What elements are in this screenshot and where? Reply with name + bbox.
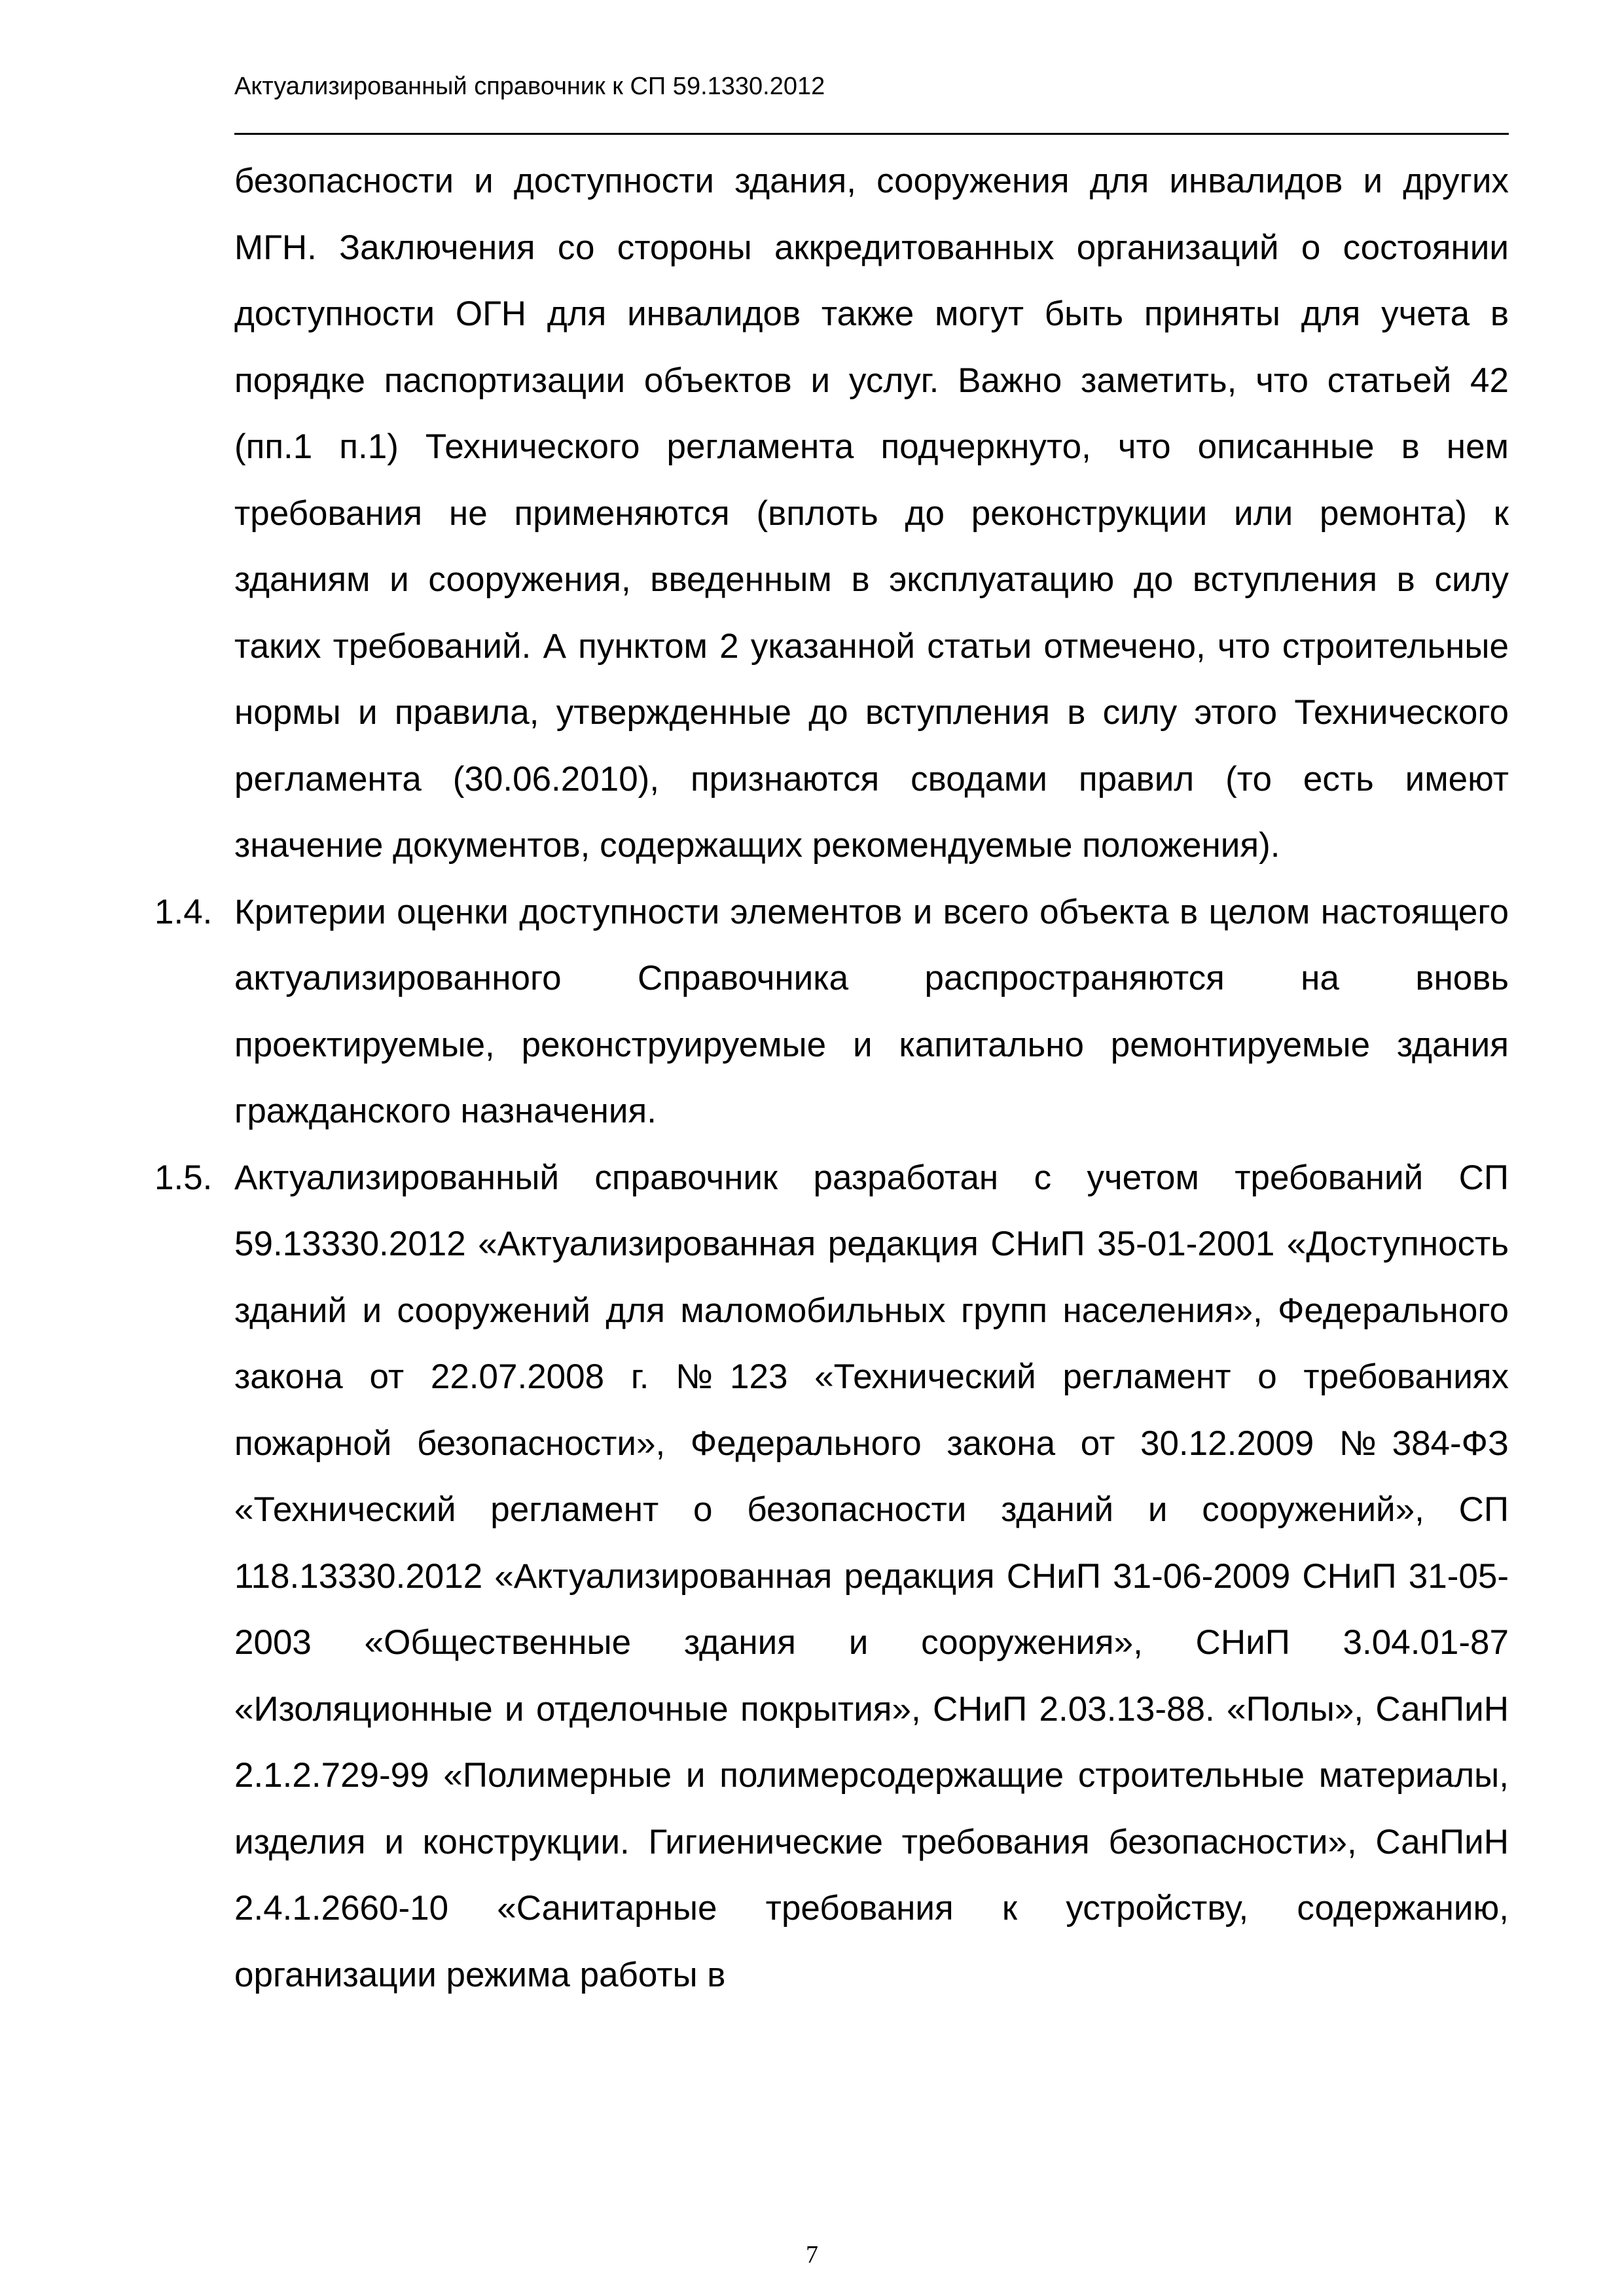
item-text: Критерии оценки доступности элементов и всего объекта в целом настоящего актуализированного Справочника распространяются на вновь проектируемые, реконструируемые и капитально ремонтируемые здания гражданского назначения. [234,892,1509,1130]
header-rule [234,133,1509,135]
item-text: Актуализированный справочник разработан с учетом требований СП 59.13330.2012 «Актуализированная редакция СНиП 35-01-2001 «Доступность зданий и сооружений для маломобильных групп населения», Федерального закона от 22.07.2008 г. №123 «Технический регламент о требованиях пожарной безопасности», Федерального закона от 30.12.2009 №384-ФЗ «Технический регламент о безопасности зданий и сооружений», СП 118.13330.2012 «Актуализированная редакция СНиП 31-06-2009 СНиП 31-05-2003 «Общественные здания и сооружения», СНиП 3.04.01-87 «Изоляционные и отделочные покрытия», СНиП 2.03.13-88. «Полы», СанПиН 2.1.2.729-99 «Полимерные и полимерсодержащие строительные материалы, изделия и конструкции. Гигиенические требования безопасности», СанПиН 2.4.1.2660-10 «Санитарные требования к устройству, содержанию, организации режима работы в [234,1158,1509,1994]
list-item-1-4 [154,879,1509,1145]
list-item-1-5 [154,1145,1509,2009]
item-number: 1.5. [154,1158,213,1197]
item-number: 1.4. [154,892,213,931]
page-number: 7 [806,2241,818,2269]
running-header: Актуализированный справочник к СП 59.1330.2012 [234,73,825,100]
continuation-paragraph: безопасности и доступности здания, сооружения для инвалидов и других МГН. Заключения со стороны аккредитованных организаций о состоянии доступности ОГН для инвалидов также могут быть приняты для учета в порядке паспортизации объектов и услуг. Важно заметить, что статьей 42 (пп.1 п.1) Технического регламента подчеркнуто, что описанные в нем требования не применяются (вплоть до реконструкции или ремонта) к зданиям и сооружения, введенным в эксплуатацию до вступления в силу таких требований. А пунктом 2 указанной статьи отмечено, что строительные нормы и правила, утвержденные до вступления в силу этого Технического регламента (30.06.2010), признаются сводами правил (то есть имеют значение документов, содержащих рекомендуемые положения). [234,162,1509,865]
body-text [154,148,1509,2008]
